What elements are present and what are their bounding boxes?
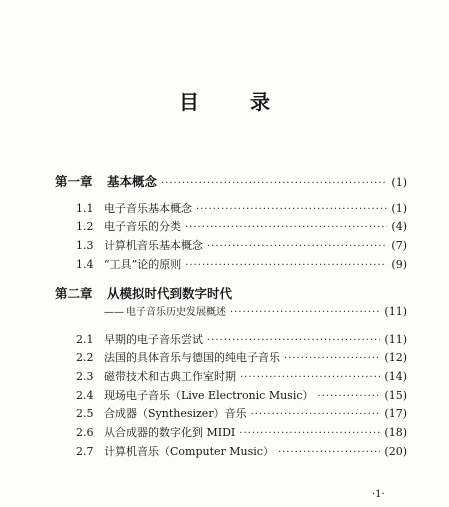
dot-leader	[318, 391, 381, 402]
section-number: 2.6	[76, 426, 94, 439]
chapter-number: 第一章	[55, 174, 93, 189]
page-reference: (14)	[384, 370, 407, 383]
section-2-3-entry[interactable]	[76, 368, 407, 384]
section-2-4-entry[interactable]	[76, 387, 407, 403]
section-1-2-entry[interactable]	[76, 218, 407, 234]
section-2-1-entry[interactable]	[76, 331, 407, 347]
section-number: 1.1	[76, 202, 94, 215]
page-reference: (11)	[384, 305, 407, 318]
section-title: 早期的电子音乐尝试	[104, 333, 203, 346]
section-title: “工具”论的原则	[104, 258, 182, 271]
section-1-1-entry[interactable]	[76, 200, 407, 216]
section-title: 从合成器的数字化到 MIDI	[104, 426, 236, 439]
chapter-title: 基本概念	[107, 174, 158, 189]
section-2-6-entry[interactable]	[76, 424, 407, 440]
page-reference: (11)	[384, 333, 407, 346]
section-title: 合成器（Synthesizer）音乐	[104, 407, 247, 420]
section-title: 法国的具体音乐与德国的纯电子音乐	[104, 351, 280, 364]
page-reference: (20)	[384, 445, 407, 458]
page-reference: (17)	[384, 407, 407, 420]
dot-leader	[185, 222, 387, 233]
section-number: 2.1	[76, 333, 94, 346]
chapter-title: 从模拟时代到数字时代	[107, 286, 233, 301]
dot-leader	[185, 260, 387, 271]
chapter-1-entry[interactable]	[55, 172, 407, 190]
chapter-number: 第二章	[55, 286, 93, 301]
section-1-4-entry[interactable]	[76, 256, 407, 272]
section-title: 计算机音乐（Computer Music）	[104, 445, 274, 458]
section-2-7-entry[interactable]	[76, 443, 407, 459]
section-number: 2.7	[76, 445, 94, 458]
page-title: 目 录	[179, 90, 292, 114]
dot-leader	[251, 409, 381, 420]
page-reference: (1)	[391, 176, 407, 189]
chapter-2-subtitle-entry[interactable]	[104, 303, 407, 318]
page-reference: (12)	[384, 351, 407, 364]
page-reference: (4)	[391, 220, 407, 233]
section-number: 2.4	[76, 389, 94, 402]
section-number: 2.3	[76, 370, 94, 383]
section-1-3-entry[interactable]	[76, 237, 407, 253]
section-title: 计算机音乐基本概念	[104, 239, 203, 252]
page-number: ·1·	[372, 489, 385, 500]
section-title: 现场电子音乐（Live Electronic Music）	[104, 389, 314, 402]
section-number: 1.4	[76, 258, 94, 271]
section-number: 1.2	[76, 220, 94, 233]
dot-leader	[240, 372, 380, 383]
page-reference: (18)	[384, 426, 407, 439]
dot-leader	[239, 428, 380, 439]
page-reference: (1)	[391, 202, 407, 215]
page-reference: (7)	[391, 239, 407, 252]
section-number: 2.5	[76, 407, 94, 420]
section-number: 1.3	[76, 239, 94, 252]
section-2-2-entry[interactable]	[76, 349, 407, 365]
subtitle-dash: ——	[104, 307, 124, 318]
section-title: 磁带技术和古典工作室时期	[104, 370, 236, 383]
dot-leader	[207, 241, 387, 252]
chapter-subtitle: 电子音乐历史发展概述	[126, 307, 226, 318]
dot-leader	[278, 447, 380, 458]
chapter-2-entry[interactable]	[55, 284, 407, 302]
section-title: 电子音乐基本概念	[104, 202, 192, 215]
dot-leader	[284, 353, 380, 364]
section-title: 电子音乐的分类	[104, 220, 181, 233]
page-reference: (9)	[391, 258, 407, 271]
dot-leader	[196, 204, 387, 215]
dot-leader	[161, 178, 387, 189]
dot-leader	[230, 307, 380, 318]
page-reference: (15)	[384, 389, 407, 402]
dot-leader	[207, 335, 380, 346]
section-2-5-entry[interactable]	[76, 405, 407, 421]
section-number: 2.2	[76, 351, 94, 364]
